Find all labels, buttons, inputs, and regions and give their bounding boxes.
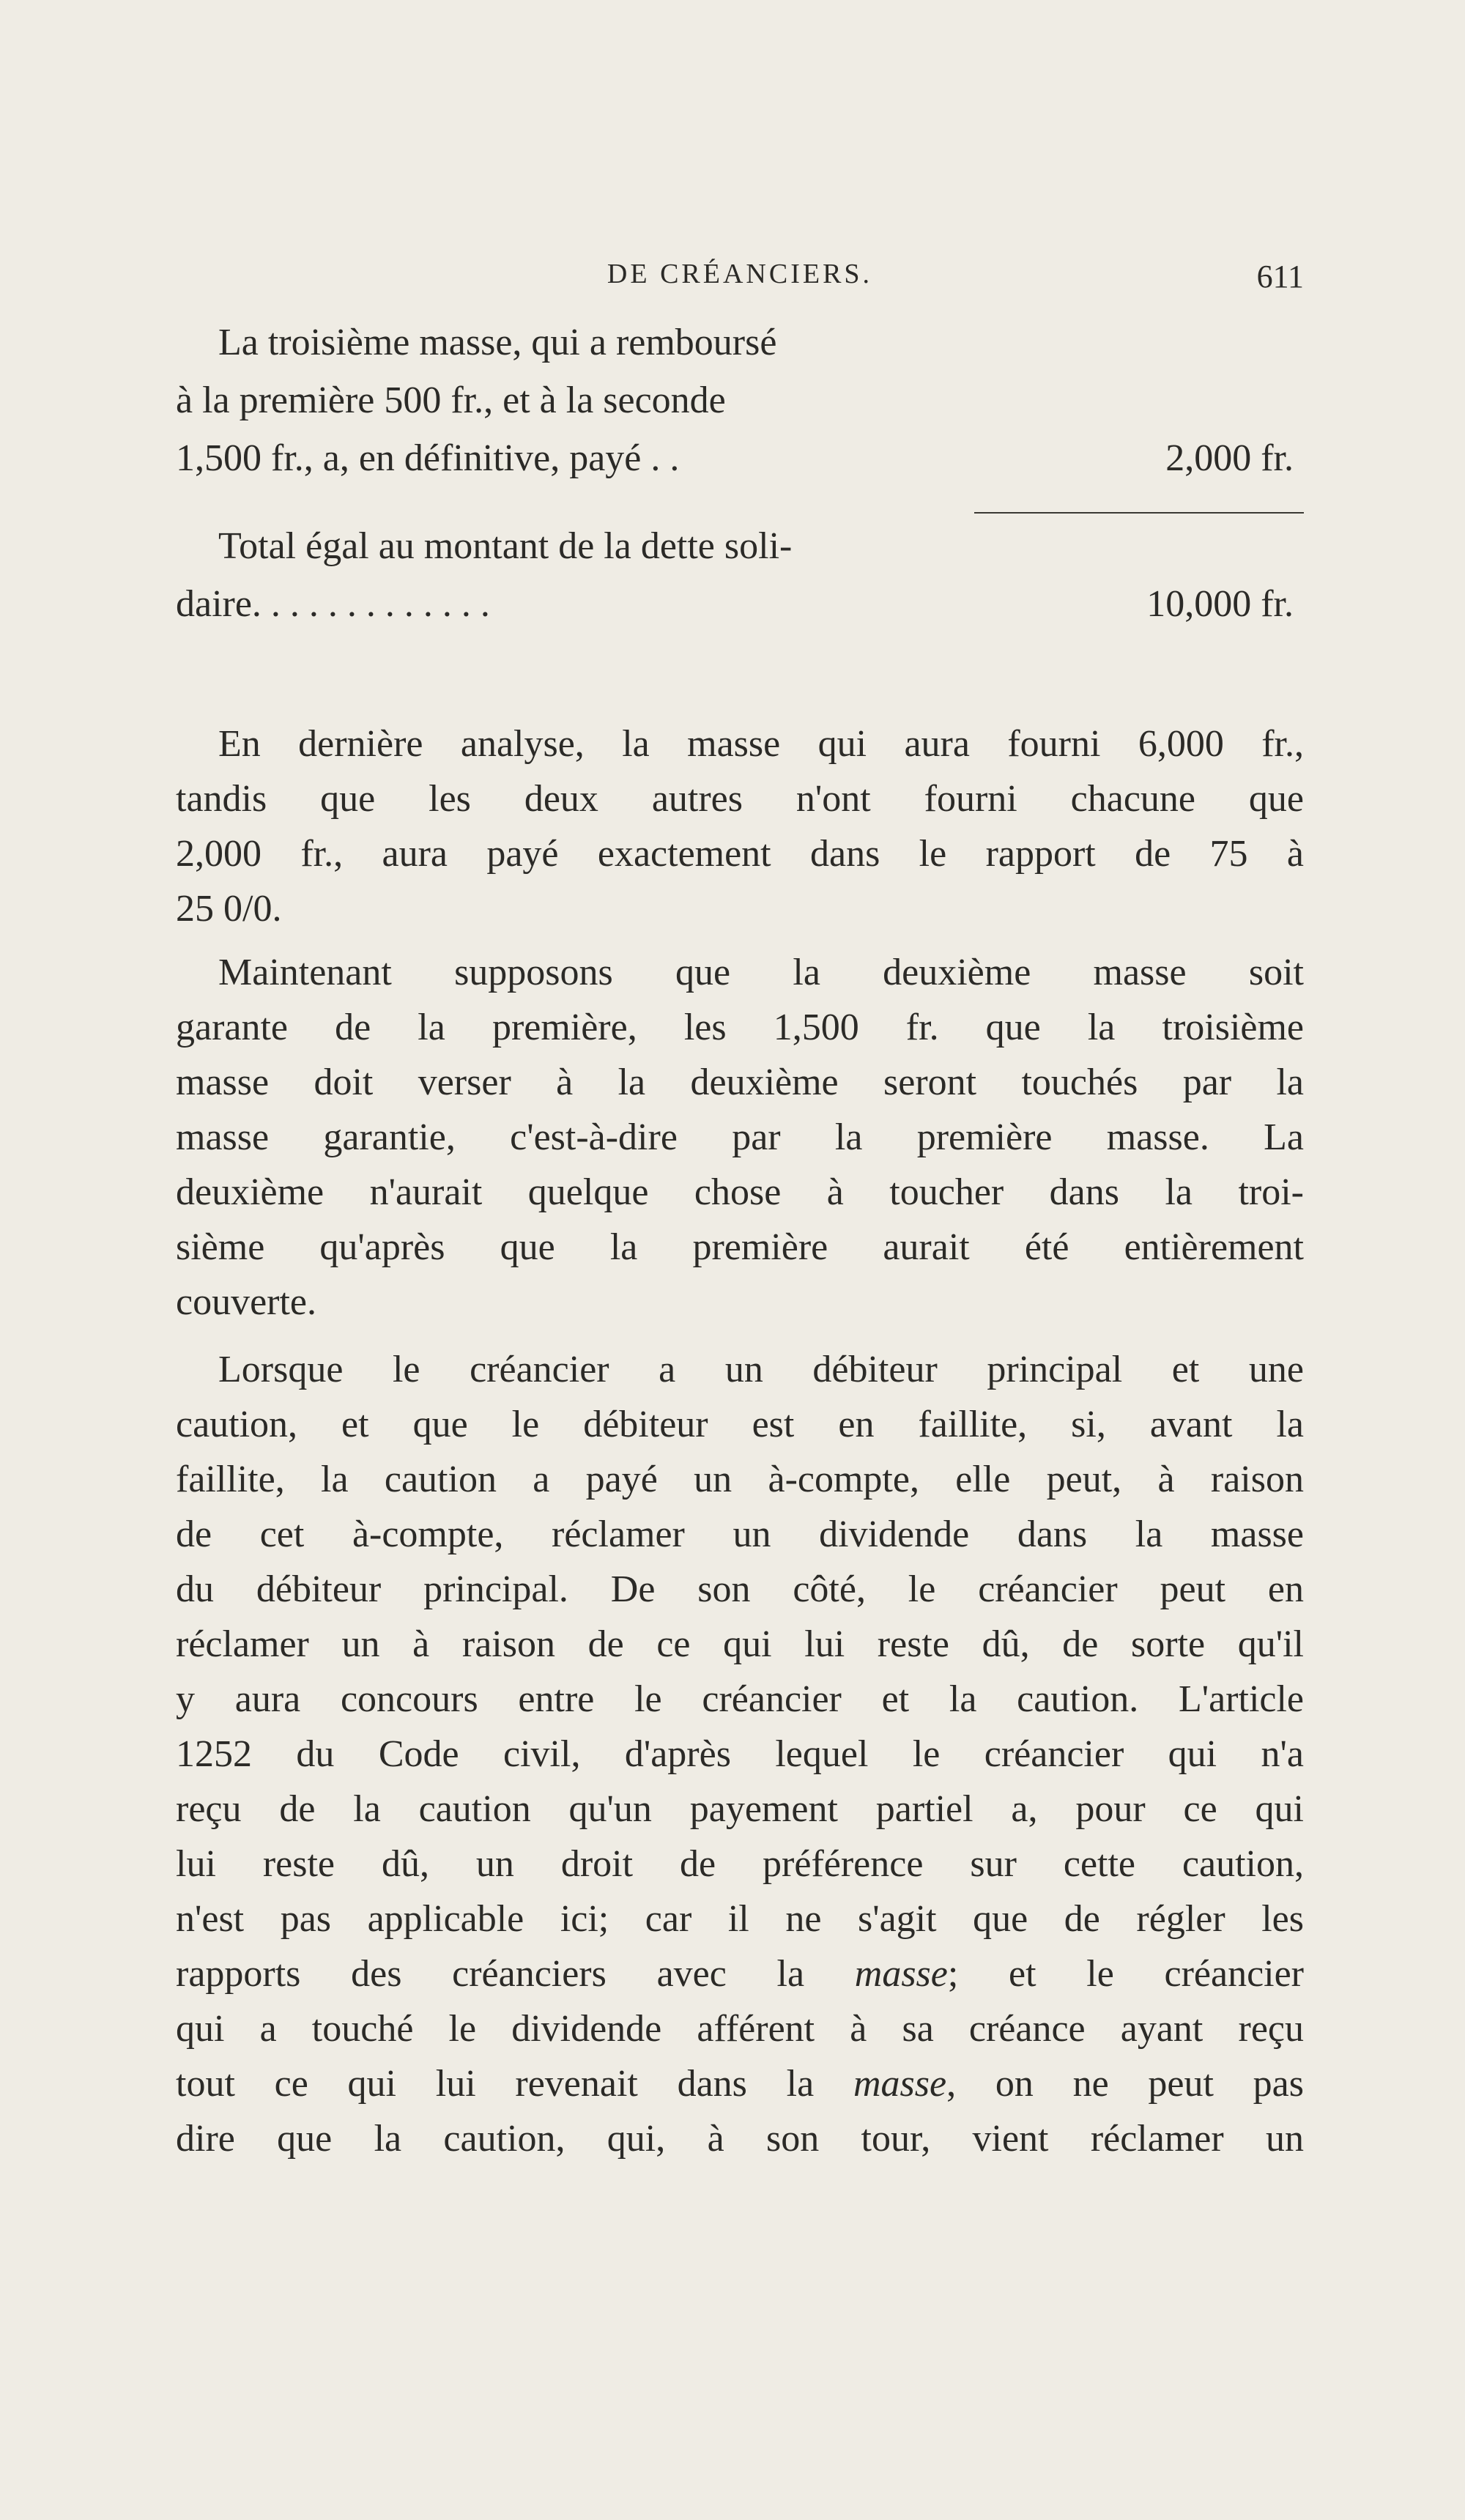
- paragraph: [176, 716, 1304, 936]
- text-line: Maintenant supposons que la deuxième masse soit: [218, 952, 1304, 993]
- text-line: réclamer un à raison de ce qui lui reste dû, de sorte qu'il: [176, 1623, 1304, 1665]
- text-line: lui reste dû, un droit de préférence sur cette caution,: [176, 1843, 1304, 1885]
- text-line: y aura concours entre le créancier et la caution. L'article: [176, 1678, 1304, 1720]
- text-line: deuxième n'aurait quelque chose à toucher dans la troi-: [176, 1171, 1304, 1213]
- text-line: tout ce qui lui revenait dans la masse, on ne peut pas: [176, 2063, 1304, 2105]
- text-line: tandis que les deux autres n'ont fourni chacune que: [176, 778, 1304, 820]
- entry-amount: 10,000 fr.: [1146, 583, 1294, 625]
- text-line: masse garantie, c'est-à-dire par la première masse. La: [176, 1116, 1304, 1158]
- paragraph: [176, 945, 1304, 1330]
- paragraph: [176, 1342, 1304, 2166]
- text-line: 25 0/0.: [176, 888, 282, 930]
- text-line: garante de la première, les 1,500 fr. que la troisième: [176, 1007, 1304, 1048]
- text-line: Lorsque le créancier a un débiteur principal et une: [218, 1349, 1304, 1390]
- text-line: qui a touché le dividende afférent à sa créance ayant reçu: [176, 2008, 1304, 2050]
- text-line: couverte.: [176, 1281, 317, 1323]
- text-line: faillite, la caution a payé un à-compte, elle peut, à raison: [176, 1459, 1304, 1500]
- text-line: 2,000 fr., aura payé exactement dans le rapport de 75 à: [176, 833, 1304, 875]
- entry-line: 1,500 fr., a, en définitive, payé . .: [176, 437, 680, 479]
- entry-line: daire. . . . . . . . . . . . .: [176, 583, 490, 625]
- text-line: n'est pas applicable ici; car il ne s'agit que de régler les: [176, 1898, 1304, 1940]
- sum-rule: [974, 512, 1304, 514]
- page-header: [176, 258, 1304, 302]
- text-line: reçu de la caution qu'un payement partiel a, pour ce qui: [176, 1788, 1304, 1830]
- italic-word: masse: [853, 2063, 947, 2105]
- entry-line: Total égal au montant de la dette soli-: [218, 525, 793, 567]
- entry-line: à la première 500 fr., et à la seconde: [176, 379, 726, 421]
- text-line: En dernière analyse, la masse qui aura fourni 6,000 fr.,: [218, 723, 1304, 765]
- italic-word: masse: [854, 1953, 948, 1995]
- running-title: DE CRÉANCIERS.: [607, 259, 873, 289]
- page-number: 611: [1256, 259, 1304, 294]
- text-line: sième qu'après que la première aurait été entièrement: [176, 1226, 1304, 1268]
- text-line: caution, et que le débiteur est en faillite, si, avant la: [176, 1404, 1304, 1445]
- text-line: rapports des créanciers avec la masse; et le créancier: [176, 1953, 1304, 1995]
- text-line: 1252 du Code civil, d'après lequel le créancier qui n'a: [176, 1733, 1304, 1775]
- text-line: masse doit verser à la deuxième seront touchés par la: [176, 1061, 1304, 1103]
- text-line: dire que la caution, qui, à son tour, vient réclamer un: [176, 2118, 1304, 2160]
- entry-amount: 2,000 fr.: [1165, 437, 1294, 479]
- entry-line: La troisième masse, qui a remboursé: [218, 322, 777, 363]
- text-line: de cet à-compte, réclamer un dividende dans la masse: [176, 1513, 1304, 1555]
- text-line: du débiteur principal. De son côté, le créancier peut en: [176, 1568, 1304, 1610]
